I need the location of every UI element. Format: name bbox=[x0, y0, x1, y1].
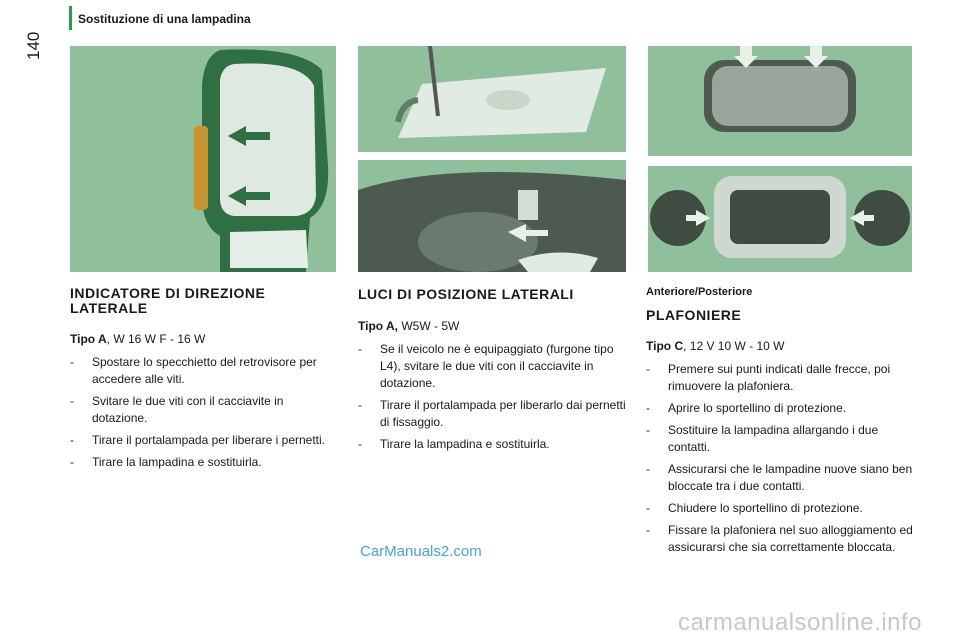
step-text: Tirare il portalampada per liberare i pernetti. bbox=[92, 433, 325, 447]
bulb-type-label: Tipo A, bbox=[358, 319, 398, 333]
list-item: - Aprire lo sportellino di protezione. bbox=[646, 401, 847, 415]
steps-list bbox=[358, 341, 628, 453]
section-heading: LUCI DI POSIZIONE LATERALI bbox=[358, 286, 574, 302]
steps-list bbox=[646, 361, 916, 556]
subheading: Anteriore/Posteriore bbox=[646, 286, 753, 298]
list-item: - Tirare il portalampada per liberare i pernetti. bbox=[70, 433, 325, 447]
bulb-type-label: Tipo C bbox=[646, 339, 684, 353]
bulb-type-value: , 12 V 10 W - 10 W bbox=[683, 339, 785, 353]
bulb-type bbox=[646, 339, 916, 353]
section-heading bbox=[70, 286, 340, 316]
page-number: 140 bbox=[24, 31, 43, 60]
step-text: Tirare il portalampada per liberarlo dai pernetti di fissaggio. bbox=[380, 398, 626, 429]
steps-list bbox=[70, 354, 340, 471]
turn-indicator-section bbox=[70, 286, 340, 476]
step-text: Se il veicolo ne è equipaggiato (furgone tipo L4), svitare le due viti con il cacciavite in dotazione. bbox=[380, 342, 614, 390]
list-item: - Sostituire la lampadina allargando i due contatti. bbox=[646, 423, 879, 454]
list-item: - Tirare il portalampada per liberarlo dai pernetti di fissaggio. bbox=[358, 398, 626, 429]
bulb-type bbox=[70, 332, 340, 346]
bulb-type-label: Tipo A bbox=[70, 332, 107, 346]
step-text: Fissare la plafoniera nel suo alloggiamento ed assicurarsi che sia correttamente bloccata. bbox=[668, 523, 913, 554]
position-light-illustration-top bbox=[358, 46, 626, 152]
list-item: - Assicurarsi che le lampadine nuove siano ben bloccate tra i due contatti. bbox=[646, 462, 913, 493]
section-accent-bar bbox=[69, 6, 72, 30]
step-text: Tirare la lampadina e sostituirla. bbox=[380, 437, 550, 451]
list-item: - Spostare lo specchietto del retrovisore per accedere alle viti. bbox=[70, 355, 317, 386]
bulb-type-value: , W 16 W F - 16 W bbox=[106, 332, 206, 346]
section-heading: PLAFONIERE bbox=[646, 307, 742, 323]
list-item: - Chiudere lo sportellino di protezione. bbox=[646, 501, 863, 515]
step-text: Svitare le due viti con il cacciavite in dotazione. bbox=[92, 394, 284, 425]
ceiling-light-illustration-bottom bbox=[648, 166, 912, 272]
position-lights-section bbox=[358, 287, 628, 458]
watermark-text: carmanualsonline.info bbox=[678, 609, 922, 636]
list-item: - Fissare la plafoniera nel suo alloggiamento ed assicurarsi che sia correttamente bloccata. bbox=[646, 523, 913, 554]
list-item: - Svitare le due viti con il cacciavite in dotazione. bbox=[70, 394, 284, 425]
position-light-illustration-bottom bbox=[358, 160, 626, 272]
list-item: - Se il veicolo ne è equipaggiato (furgone tipo L4), svitare le due viti con il cacciavite in dotazione. bbox=[358, 342, 614, 390]
list-item: - Premere sui punti indicati dalle frecce, poi rimuovere la plafoniera. bbox=[646, 362, 891, 393]
list-item: - Tirare la lampadina e sostituirla. bbox=[358, 437, 550, 451]
step-text: Assicurarsi che le lampadine nuove siano ben bloccate tra i due contatti. bbox=[668, 462, 913, 493]
step-text: Aprire lo sportellino di protezione. bbox=[668, 401, 847, 415]
step-text: Spostare lo specchietto del retrovisore per accedere alle viti. bbox=[92, 355, 317, 386]
bulb-type bbox=[358, 319, 628, 333]
mirror-illustration bbox=[70, 46, 336, 272]
heading-line-1: INDICATORE DI DIREZIONE bbox=[70, 285, 266, 301]
step-text: Tirare la lampadina e sostituirla. bbox=[92, 455, 262, 469]
step-text: Sostituire la lampadina allargando i due contatti. bbox=[668, 423, 879, 454]
step-text: Chiudere lo sportellino di protezione. bbox=[668, 501, 863, 515]
bulb-type-value: W5W - 5W bbox=[398, 319, 460, 333]
section-header: Sostituzione di una lampadina bbox=[78, 12, 251, 26]
ceiling-lights-section bbox=[646, 286, 916, 561]
list-item: - Tirare la lampadina e sostituirla. bbox=[70, 455, 262, 469]
heading-line-2: LATERALE bbox=[70, 300, 148, 316]
step-text: Premere sui punti indicati dalle frecce, poi rimuovere la plafoniera. bbox=[668, 362, 891, 393]
ceiling-light-illustration-top bbox=[648, 46, 912, 156]
watermark-link[interactable]: CarManuals2.com bbox=[360, 543, 482, 560]
